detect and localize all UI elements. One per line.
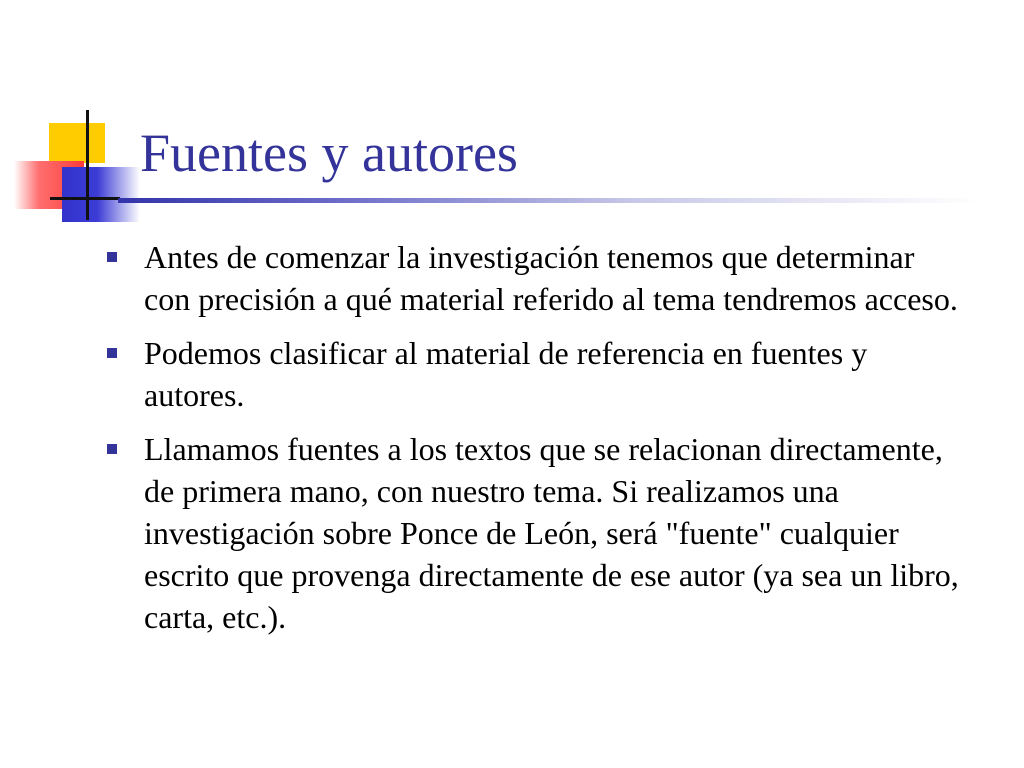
bullet-text: Llamamos fuentes a los textos que se relacionan directamente, de primera mano, con nuestro tema. Si realizamos una investigación sobre Ponce de León, será "fuente" cualquier escrito que provenga directamente de ese autor (ya sea un libro, carta, etc.). (144, 431, 959, 635)
decorative-logo (0, 0, 140, 240)
bullet-item (100, 332, 960, 416)
blue-square (62, 167, 140, 222)
horizontal-line (50, 197, 120, 200)
slide-title: Fuentes y autores (140, 123, 518, 183)
square-bullet-icon (107, 444, 117, 454)
bullet-item (100, 428, 960, 638)
square-bullet-icon (107, 348, 117, 358)
square-bullet-icon (107, 252, 117, 262)
bullet-item (100, 236, 960, 320)
title-underline (118, 198, 978, 203)
bullet-list (100, 236, 960, 650)
vertical-line (86, 110, 89, 220)
bullet-text: Antes de comenzar la investigación tenemos que determinar con precisión a qué material referido al tema tendremos acceso. (144, 239, 958, 317)
yellow-square-top (79, 123, 105, 163)
bullet-text: Podemos clasificar al material de referencia en fuentes y autores. (144, 335, 868, 413)
